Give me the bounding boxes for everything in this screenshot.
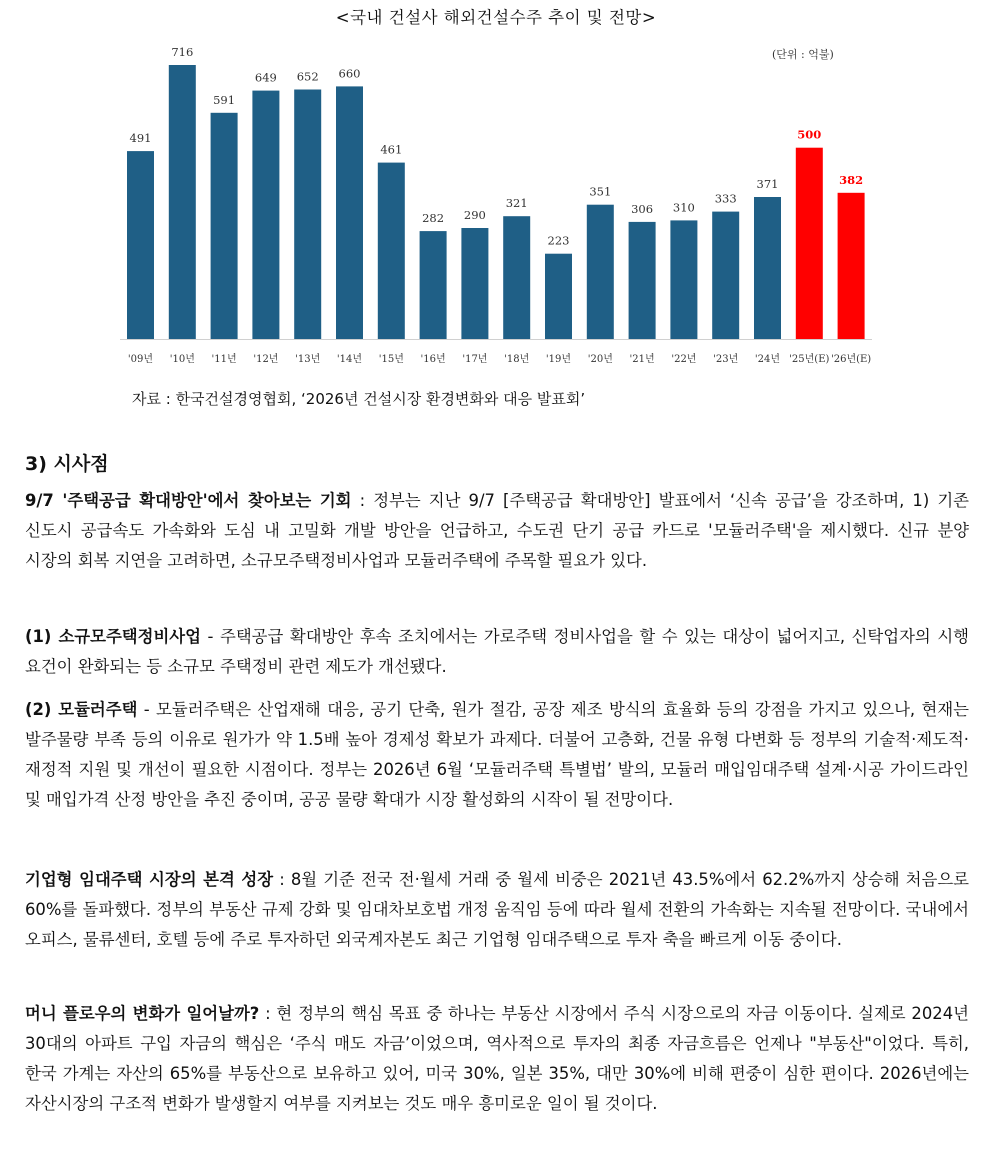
x-tick-label-17: '26년(E) [830,354,872,365]
data-label-9: 321 [505,196,528,211]
x-tick-label-8: '17년 [462,354,488,365]
bar-13 [670,220,697,339]
data-label-3: 649 [254,70,277,85]
x-tick-label-2: '11년 [211,354,237,365]
bar-15 [754,197,781,339]
bar-chart [0,0,992,380]
data-label-8: 290 [463,208,486,222]
paragraph-corporate-rental [25,865,969,955]
bar-16 [796,148,823,339]
bar-10 [545,254,572,339]
bar-14 [712,212,739,339]
data-label-10: 223 [547,233,570,248]
x-tick-label-6: '15년 [378,354,404,365]
paragraph-money-flow [25,999,969,1119]
data-label-13: 310 [672,200,695,215]
data-label-0: 491 [129,131,152,146]
chart-source: 자료 : 한국건설경영협회, ‘2026년 건설시장 환경변화와 대응 발표회’ [132,390,586,408]
bar-11 [587,205,614,339]
x-tick-label-11: '20년 [587,354,613,365]
bar-5 [336,86,363,339]
data-label-5: 660 [338,66,361,81]
data-label-14: 333 [714,191,737,206]
bar-2 [211,113,238,339]
data-label-4: 652 [296,69,319,84]
x-tick-label-4: '13년 [295,354,321,365]
paragraph-text: : 정부는 지난 9/7 [주택공급 확대방안] 발표에서 ‘신속 공급’을 강조하며, 1) 기존 신도시 공급속도 가속화와 도심 내 고밀화 개발 방안을 언급하고, 수도권 단기 공급 카드로 '모듈러주택'을 제시했다. 신규 분양 시장의 회복 지연을 고려하면, 소규모주택정비사업과 모듈러주택에 주목할 필요가 있다. [25,491,969,570]
data-label-17: 382 [839,172,864,187]
paragraph-text: : 8월 기준 전국 전·월세 거래 중 월세 비중은 2021년 43.5%에서 62.2%까지 상승해 처음으로 60%를 돌파했다. 정부의 부동산 규제 강화 및 임대차보호법 개정 움직임 등에 따라 월세 전환의 가속화는 지속될 전망이다. 국내에서 오피스, 물류센터, 호텔 등에 주로 투자하던 외국계자본도 최근 기업형 임대주택으로 투자 축을 빠르게 이동 중이다. [25,870,969,949]
bar-7 [420,231,447,339]
paragraph-text: : 현 정부의 핵심 목표 중 하나는 부동산 시장에서 주식 시장으로의 자금 이동이다. 실제로 2024년 30대의 아파트 구입 자금의 핵심은 ‘주식 매도 자금’이었으며, 역사적으로 투자의 최종 자금흐름은 언제나 "부동산"이었다. 특히, 한국 가계는 자산의 65%를 부동산으로 보유하고 있어, 미국 30%, 일본 35%, 대만 30%에 비해 편중이 심한 편이다. 2026년에는 자산시장의 구조적 변화가 발생할지 여부를 지켜보는 것도 매우 흥미로운 일이 될 것이다. [25,1004,969,1113]
paragraph-lead: (1) 소규모주택정비사업 [25,627,201,646]
bar-12 [629,222,656,339]
paragraph-lead: 9/7 '주택공급 확대방안'에서 찾아보는 기회 [25,491,352,510]
x-tick-label-5: '14년 [336,354,363,365]
paragraph-small-scale-redevelopment [25,622,969,682]
x-tick-label-12: '21년 [629,354,655,365]
x-tick-label-7: '16년 [420,354,446,365]
section-title: 3) 시사점 [25,453,109,475]
paragraph-housing-supply [25,486,969,576]
bar-6 [378,163,405,339]
bar-0 [127,151,154,339]
data-label-2: 591 [213,92,236,107]
x-tick-label-10: '19년 [545,354,572,365]
bar-9 [503,216,530,339]
chart-title: <국내 건설사 해외건설수주 추이 및 전망> [335,8,657,27]
data-label-1: 716 [171,45,194,59]
bar-1 [169,65,196,339]
bar-17 [838,193,865,339]
data-label-6: 461 [380,142,403,157]
x-tick-label-15: '24년 [754,354,781,365]
paragraph-text: - 모듈러주택은 산업재해 대응, 공기 단축, 원가 절감, 공장 제조 방식의 효율화 등의 강점을 가지고 있으나, 현재는 발주물량 부족 등의 이유로 원가가 약 1.5배 높아 경제성 확보가 과제다. 더불어 고층화, 건물 유형 다변화 등 정부의 기술적·제도적·재정적 지원 및 개선이 필요한 시점이다. 정부는 2026년 6월 ‘모듈러주택 특별법’ 발의, 모듈러 매입임대주택 설계·시공 가이드라인 및 매입가격 산정 방안을 추진 중이며, 공공 물량 확대가 시장 활성화의 시작이 될 전망이다. [25,700,969,809]
paragraph-text: - 주택공급 확대방안 후속 조치에서는 가로주택 정비사업을 할 수 있는 대상이 넓어지고, 신탁업자의 시행 요건이 완화되는 등 소규모 주택정비 관련 제도가 개선됐다. [25,627,969,676]
bar-3 [252,91,279,339]
paragraph-lead: 머니 플로우의 변화가 일어날까? [25,1004,260,1023]
data-label-15: 371 [756,177,779,191]
x-tick-label-9: '18년 [504,354,530,365]
x-tick-label-0: '09년 [127,354,154,365]
x-tick-label-3: '12년 [253,354,279,365]
paragraph-modular-housing [25,695,969,815]
x-tick-label-16: '25년(E) [789,354,830,365]
bar-8 [461,228,488,339]
x-tick-label-14: '23년 [713,354,739,365]
data-label-12: 306 [631,201,654,216]
bar-4 [294,90,321,340]
data-label-7: 282 [422,211,445,226]
x-tick-label-1: '10년 [169,354,195,365]
paragraph-lead: (2) 모듈러주택 [25,700,138,719]
paragraph-lead: 기업형 임대주택 시장의 본격 성장 [25,870,274,889]
x-tick-label-13: '22년 [671,354,697,365]
chart-unit-label: (단위 : 억불) [772,48,834,61]
data-label-11: 351 [589,184,612,199]
data-label-16: 500 [797,127,822,142]
